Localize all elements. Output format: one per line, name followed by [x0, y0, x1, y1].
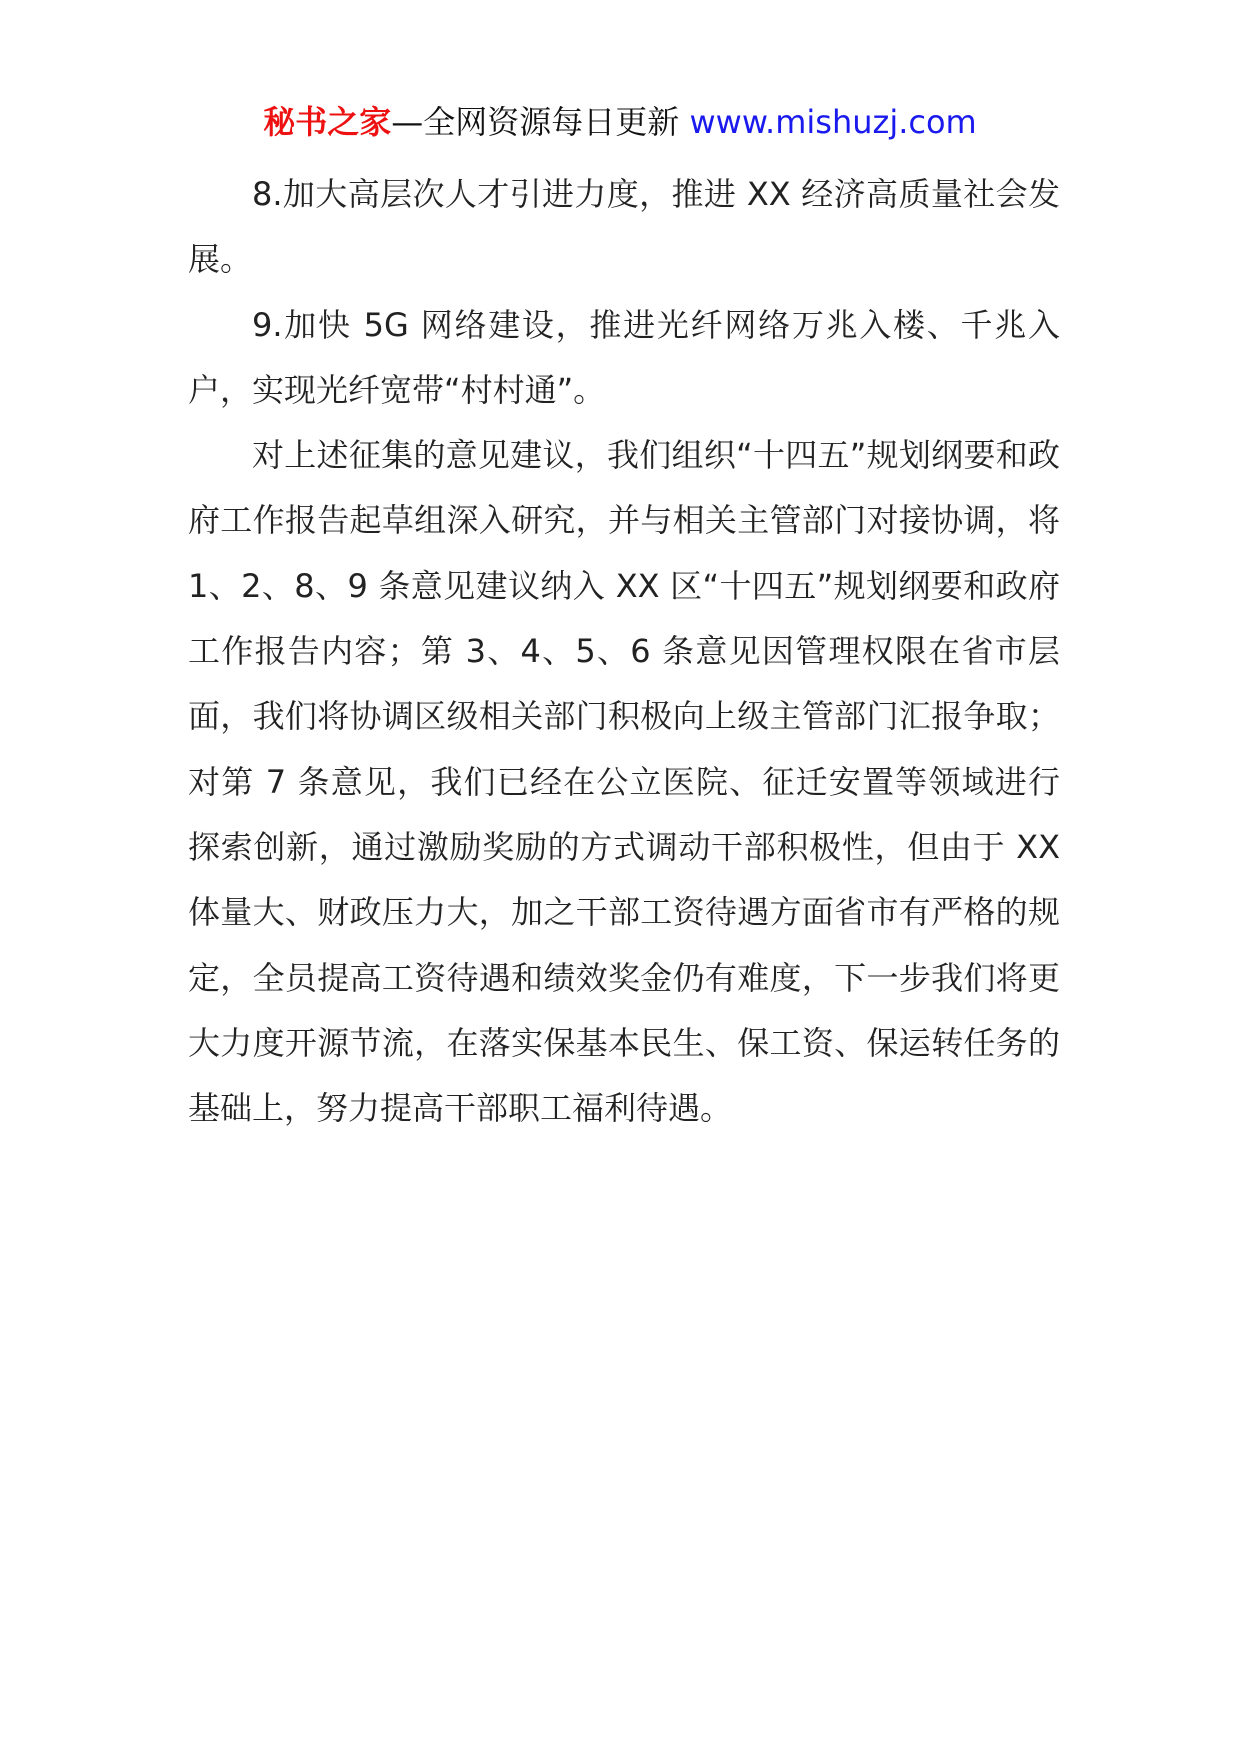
site-url-link[interactable]: www.mishuzj.com [689, 103, 977, 141]
document-body [188, 162, 1060, 1141]
header-tagline: —全网资源每日更新 [391, 103, 680, 141]
brand-name: 秘书之家 [263, 103, 392, 141]
paragraph-response: 对上述征集的意见建议，我们组织“十四五”规划纲要和政府工作报告起草组深入研究，并与相关主管部门对接协调，将 1、2、8、9 条意见建议纳入 XX 区“十四五”规划纲要和政府工作报告内容；第 3、4、5、6 条意见因管理权限在省市层面，我们将协调区级相关部门积极向上级主管部门汇报争取；对第 7 条意见，我们已经在公立医院、征迁安置等领域进行探索创新，通过激励奖励的方式调动干部积极性，但由于 XX 体量大、财政压力大，加之干部工资待遇方面省市有严格的规定，全员提高工资待遇和绩效奖金仍有难度，下一步我们将更大力度开源节流，在落实保基本民生、保工资、保运转任务的基础上，努力提高干部职工福利待遇。 [188, 436, 1060, 1128]
page-header [0, 100, 1240, 144]
paragraph-item-9: 9.加快 5G 网络建设，推进光纤网络万兆入楼、千兆入户，实现光纤宽带“村村通”。 [188, 305, 1060, 409]
paragraph-item-8: 8.加大高层次人才引进力度，推进 XX 经济高质量社会发展。 [188, 175, 1060, 279]
